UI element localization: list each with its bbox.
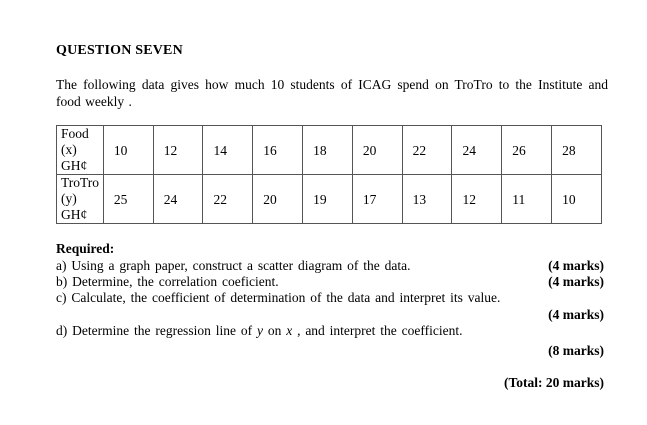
food-value-cell: 24 — [452, 126, 502, 175]
trotro-value-cell: 17 — [352, 175, 402, 224]
food-value-cell: 22 — [402, 126, 452, 175]
item-d-text-on: on — [262, 323, 287, 338]
intro-paragraph: The following data gives how much 10 students of ICAG spend on TroTro to the Institute and food weekly . — [56, 77, 608, 109]
trotro-value-cell: 22 — [203, 175, 253, 224]
trotro-label-cell — [57, 175, 104, 224]
trotro-value-cell: 10 — [552, 175, 602, 224]
total-marks: (Total: 20 marks) — [504, 375, 604, 390]
item-c-text: c) Calculate, the coefficient of determination of the data and interpret its value. — [56, 290, 501, 305]
food-label-cell — [57, 126, 104, 175]
table-row-food — [57, 126, 602, 175]
item-d-text-after: , and interpret the coefficient. — [292, 323, 463, 338]
table-row-trotro — [57, 175, 602, 224]
trotro-value-cell: 11 — [502, 175, 552, 224]
item-a-text: a) Using a graph paper, construct a scatter diagram of the data. — [56, 258, 411, 273]
trotro-value-cell: 20 — [253, 175, 303, 224]
trotro-label-line: TroTro — [61, 175, 100, 190]
variable-x: x — [286, 323, 293, 338]
item-b-text: b) Determine, the correlation coeficient. — [56, 274, 279, 289]
item-d-marks: (8 marks) — [548, 343, 604, 358]
food-label-line: GH¢ — [61, 158, 88, 173]
item-b-marks: (4 marks) — [548, 274, 604, 289]
question-title: QUESTION SEVEN — [56, 43, 183, 58]
required-heading: Required: — [56, 241, 115, 256]
trotro-value-cell: 12 — [452, 175, 502, 224]
food-value-cell: 28 — [552, 126, 602, 175]
food-value-cell: 10 — [103, 126, 153, 175]
food-value-cell: 16 — [253, 126, 303, 175]
trotro-value-cell: 25 — [103, 175, 153, 224]
item-c-marks: (4 marks) — [548, 307, 604, 322]
food-value-cell: 12 — [153, 126, 203, 175]
trotro-value-cell: 13 — [402, 175, 452, 224]
food-label-line: Food — [61, 126, 89, 141]
trotro-value-cell: 24 — [153, 175, 203, 224]
variable-y: y — [256, 323, 263, 338]
item-a-marks: (4 marks) — [548, 258, 604, 273]
food-label-line: (x) — [61, 142, 77, 157]
data-table — [56, 125, 602, 224]
food-value-cell: 26 — [502, 126, 552, 175]
food-value-cell: 20 — [352, 126, 402, 175]
item-d-text — [56, 323, 463, 339]
trotro-label-line: GH¢ — [61, 207, 88, 222]
food-value-cell: 18 — [303, 126, 353, 175]
trotro-label-line: (y) — [61, 191, 77, 206]
item-d-text-before: d) Determine the regression line of — [56, 323, 257, 338]
trotro-value-cell: 19 — [303, 175, 353, 224]
food-value-cell: 14 — [203, 126, 253, 175]
